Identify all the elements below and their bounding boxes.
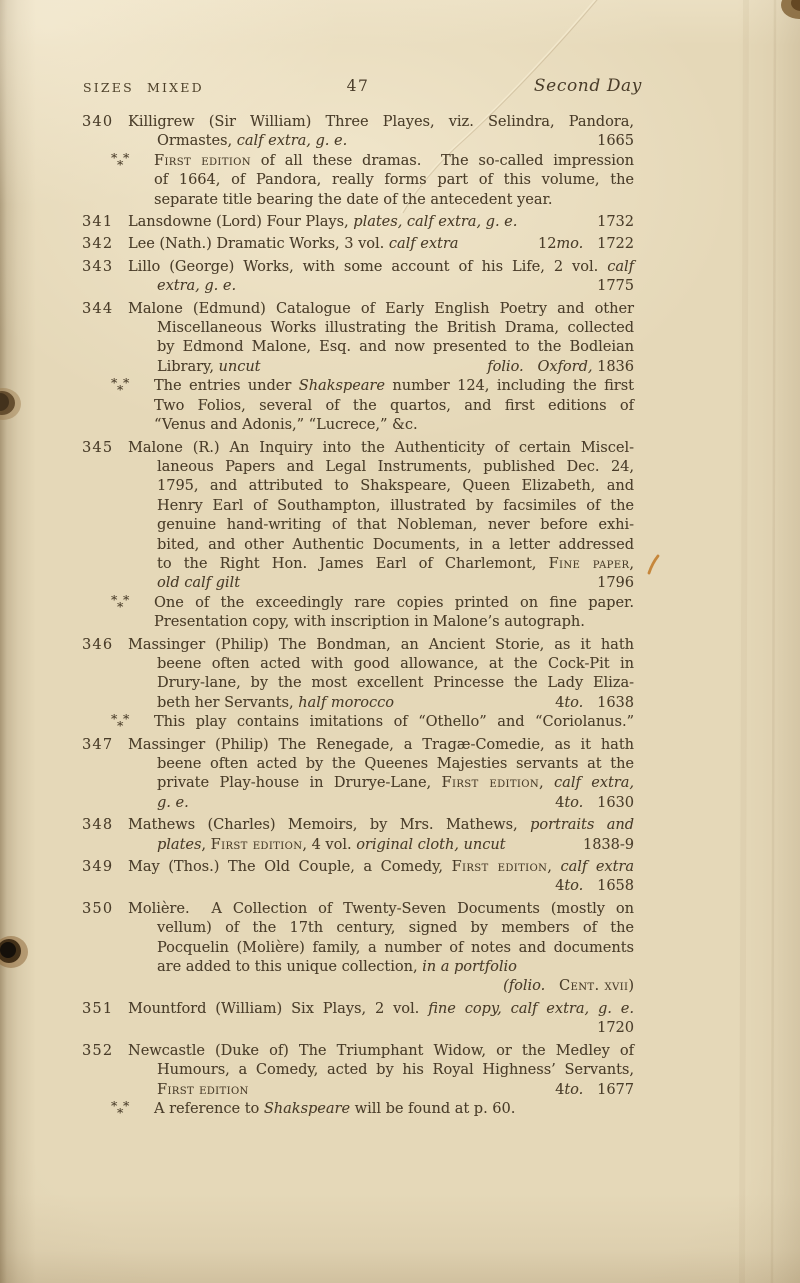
text-run: Fine paper: [548, 555, 630, 572]
text-run: 12: [537, 236, 557, 253]
text-run: to the Right Hon. James Earl of Charlemont,: [157, 555, 549, 572]
text-run: ,: [539, 775, 555, 792]
text-run: to.: [564, 878, 584, 895]
entry-line: [82, 900, 634, 919]
text-run: Newcastle (Duke of) The Triumphant Widow, or the Medley of: [128, 1042, 634, 1059]
lot-number: 350: [82, 900, 114, 917]
text-run: Oxford,: [537, 358, 593, 375]
line-text: [157, 794, 189, 813]
text-run: ,: [547, 859, 561, 876]
line-right-text: [597, 1019, 634, 1038]
asterisk-glyph: *: [117, 382, 124, 398]
entry-line: [82, 1061, 634, 1080]
catalog-entry: [82, 235, 634, 254]
text-run: Two Folios, several of the quartos, and first editions of: [154, 397, 634, 414]
line-right-text: [503, 977, 634, 996]
entry-line: [82, 1000, 634, 1019]
note-line: [82, 397, 634, 416]
text-run: number 124, including the first: [384, 378, 634, 395]
entry-line: [82, 213, 634, 232]
text-run: Mountford (William) Six Plays, 2 vol.: [128, 1000, 429, 1017]
entry-line: [82, 277, 634, 296]
catalog-entry: [82, 1000, 634, 1039]
entry-line: [82, 536, 634, 555]
asterism-icon: [111, 711, 134, 734]
asterisk-glyph: *: [117, 156, 124, 172]
text-run: laneous Papers and Legal Instruments, published Dec. 24,: [157, 458, 634, 475]
binding-hole-lower: [0, 936, 28, 968]
note-line: [82, 713, 634, 732]
text-run: calf extra: [560, 859, 634, 876]
text-run: are added to this unique collection,: [157, 959, 423, 976]
line-text: [128, 900, 634, 919]
line-text: [157, 836, 506, 855]
line-text: [157, 755, 634, 774]
line-text: [154, 713, 634, 732]
line-text: [154, 377, 634, 396]
text-run: 4: [555, 794, 565, 811]
text-run: g. e.: [157, 794, 189, 811]
entry-line: [82, 132, 634, 151]
text-run: 4: [555, 694, 565, 711]
text-run: bited, and other Authentic Documents, in a letter addressed: [157, 536, 634, 553]
text-run: 4: [555, 1081, 565, 1098]
entry-line: [82, 694, 634, 713]
entry-line: [82, 516, 634, 535]
text-run: Library,: [157, 358, 219, 375]
entry-line: [82, 319, 634, 338]
text-run: First edition: [441, 775, 540, 792]
text-run: “Venus and Adonis,” “Lucrece,” &c.: [154, 417, 418, 434]
asterisk-glyph: *: [111, 711, 118, 727]
text-run: to.: [564, 794, 584, 811]
text-run: of all these dramas. The so-called impression: [250, 152, 634, 169]
line-text: [157, 959, 517, 975]
line-text: [128, 213, 517, 232]
entry-line: [82, 755, 634, 774]
line-text: [157, 694, 394, 713]
lot-number: 340: [82, 114, 114, 130]
corner-stain: [781, 0, 800, 19]
text-run: First edition: [451, 859, 548, 876]
asterisk-glyph: *: [111, 1097, 118, 1113]
text-run: in a portfolio: [422, 959, 517, 976]
asterisk-glyph: *: [117, 1104, 124, 1120]
text-run: 1630: [583, 794, 634, 811]
line-right-text: [583, 836, 634, 855]
text-run: extra, g. e.: [157, 278, 237, 295]
entry-line: [82, 1081, 634, 1100]
asterisk-glyph: *: [111, 591, 118, 607]
text-run: plates: [157, 836, 202, 853]
orange-pen-mark: [649, 556, 658, 573]
asterisk-glyph: *: [123, 149, 130, 165]
line-right-text: [538, 235, 634, 254]
text-run: beene often acted by the Queenes Majesties servants at the: [157, 756, 634, 772]
text-run: 1836: [592, 358, 634, 375]
text-run: First edition: [210, 836, 303, 853]
asterisk-glyph: *: [123, 375, 130, 391]
lot-number: 343: [82, 258, 114, 275]
text-run: Malone (Edmund) Catalogue of Early English Poetry and other: [128, 300, 634, 317]
entry-line: [82, 836, 634, 855]
line-text: [128, 1042, 634, 1061]
catalog-entry: [82, 258, 634, 297]
text-run: 1665: [597, 133, 634, 150]
entry-line: [82, 939, 634, 958]
text-run: portraits and: [530, 817, 634, 834]
line-text: [157, 919, 634, 938]
line-text: [128, 816, 634, 835]
text-run: (folio.: [503, 978, 546, 995]
text-run: A reference to: [154, 1100, 264, 1117]
text-run: First edition: [157, 1081, 249, 1098]
text-run: original cloth, uncut: [356, 836, 506, 853]
text-run: beene often acted with good allowance, at the Cock-Pit in: [157, 655, 634, 672]
text-run: 1838-9: [582, 836, 634, 853]
line-text: [157, 358, 261, 377]
line-text: [128, 113, 634, 132]
text-run: calf: [607, 258, 634, 275]
running-header: [82, 76, 642, 96]
entry-line: [82, 977, 634, 996]
note-line: [82, 377, 634, 396]
text-run: of 1664, of Pandora, really forms part of this volume, the: [154, 172, 634, 189]
lot-number: 344: [82, 300, 114, 317]
text-run: 1795, and attributed to Shakspeare, Queen Elizabeth, and: [157, 478, 634, 495]
lot-number: 342: [82, 236, 114, 253]
text-run: 4: [555, 878, 565, 895]
note-line: [82, 191, 634, 210]
line-text: [128, 439, 634, 458]
text-run: separate title bearing the date of the antecedent year.: [154, 191, 553, 208]
asterisk-glyph: *: [117, 718, 124, 734]
line-text: [154, 171, 634, 190]
text-run: ,: [201, 836, 211, 853]
line-text: [154, 397, 634, 416]
text-run: Pocquelin (Molière) family, a number of notes and documents: [157, 939, 634, 956]
text-run: [524, 359, 538, 375]
line-text: [157, 555, 634, 574]
line-text: [157, 939, 634, 958]
text-run: First edition: [154, 152, 251, 169]
text-run: vellum) of the 17th century, signed by members of the: [157, 920, 634, 937]
text-run: Drury-lane, by the most excellent Princesse the Lady Eliza-: [157, 675, 634, 692]
asterism-icon: [111, 149, 134, 172]
text-run: 1775: [597, 278, 634, 295]
text-run: old calf gilt: [157, 575, 241, 592]
text-run: Henry Earl of Southampton, illustrated by facsimiles of the: [157, 497, 634, 514]
line-right-text: [597, 132, 634, 151]
entry-line: [82, 458, 634, 477]
text-run: private Play-house in Drurye-Lane,: [157, 775, 442, 792]
line-text: [128, 258, 634, 277]
asterisk-glyph: *: [123, 591, 130, 607]
entry-line: [82, 816, 634, 835]
line-text: [128, 1000, 634, 1019]
entry-line: [82, 113, 634, 132]
line-text: [157, 1081, 249, 1100]
entry-line: [82, 300, 634, 319]
text-run: 1796: [597, 575, 634, 592]
line-right-text: [597, 277, 634, 296]
text-run: will be found at p. 60.: [350, 1100, 516, 1117]
entry-line: [82, 958, 634, 977]
catalog-entry: [82, 736, 634, 814]
text-run: Malone (R.) An Inquiry into the Authenticity of certain Miscel-: [128, 439, 634, 456]
line-text: [154, 417, 418, 433]
catalog-entry: [82, 213, 634, 232]
line-text: [157, 516, 634, 535]
line-right-text: [597, 574, 634, 593]
line-text: [128, 300, 634, 319]
asterisk-glyph: *: [117, 598, 124, 614]
entry-line: [82, 358, 634, 377]
binding-hole-upper: [0, 388, 21, 420]
text-run: Ormastes,: [157, 133, 237, 150]
catalog-entry: [82, 439, 634, 633]
line-text: [154, 192, 552, 208]
entry-line: [82, 1042, 634, 1061]
note-line: [82, 149, 634, 172]
text-run: calf extra: [388, 236, 459, 253]
text-run: Lee (Nath.) Dramatic Works, 3 vol.: [128, 236, 389, 253]
asterisk-glyph: *: [123, 711, 130, 727]
text-run: Molière. A Collection of Twenty-Seven Documents (mostly on: [128, 900, 634, 917]
header-section-label: SIZES MIXED: [83, 80, 204, 95]
entry-line: [82, 636, 634, 655]
line-text: [157, 1061, 634, 1080]
asterism-icon: [111, 591, 134, 614]
text-run: Mathews (Charles) Memoirs, by Mrs. Mathews,: [128, 817, 531, 834]
text-run: to.: [564, 694, 584, 711]
text-run: Lansdowne (Lord) Four Plays,: [128, 214, 354, 231]
line-text: [157, 132, 347, 151]
right-edge-crease: [742, 0, 775, 1283]
note-line: [82, 591, 634, 614]
catalog-entry: [82, 636, 634, 733]
text-run: 1658: [583, 878, 634, 895]
catalog-entry: [82, 900, 634, 997]
text-run: May (Thos.) The Old Couple, a Comedy,: [128, 859, 452, 876]
asterisk-glyph: *: [111, 375, 118, 391]
entry-line: [82, 858, 634, 877]
line-text: [157, 319, 634, 338]
entry-line: [82, 477, 634, 496]
text-run: Shakspeare: [263, 1100, 351, 1117]
entry-line: [82, 674, 634, 693]
text-run: Massinger (Philip) The Renegade, a Tragæ-Comedie, as it hath: [128, 736, 634, 753]
line-right-text: [487, 358, 634, 377]
text-run: The entries under: [154, 378, 299, 395]
lot-number: 347: [82, 736, 114, 753]
line-text: [128, 858, 634, 877]
line-text: [154, 1101, 515, 1117]
lot-number: 351: [82, 1000, 114, 1017]
entry-line: [82, 235, 634, 254]
line-text: [157, 774, 634, 793]
entry-line: [82, 1019, 634, 1038]
line-text: [157, 338, 634, 357]
text-block: [82, 76, 642, 1120]
entry-line: [82, 655, 634, 674]
asterism-icon: [111, 1097, 134, 1120]
text-run: One of the exceedingly rare copies printed on fine paper.: [154, 594, 634, 611]
text-run: 1732: [597, 214, 634, 231]
catalog-entry: [82, 1042, 634, 1120]
text-run: uncut: [218, 358, 261, 375]
lot-number: 349: [82, 859, 114, 876]
entry-line: [82, 774, 634, 793]
entry-line: [82, 338, 634, 357]
asterisk-glyph: *: [123, 1097, 130, 1113]
text-run: ,: [629, 555, 635, 572]
note-line: [82, 613, 634, 632]
line-text: [128, 235, 458, 254]
text-run: calf extra, g. e.: [236, 133, 348, 150]
entry-line: [82, 497, 634, 516]
text-run: beth her Servants,: [157, 694, 299, 711]
line-text: [157, 574, 240, 593]
entry-line: [82, 439, 634, 458]
catalog-entry: [82, 113, 634, 210]
text-run: This play contains imitations of “Othello” and “Coriolanus.”: [154, 714, 634, 731]
lot-number: 345: [82, 439, 114, 456]
header-day-label: Second Day: [533, 76, 642, 96]
text-run: genuine hand-writing of that Nobleman, never before exhi-: [157, 517, 634, 534]
lot-number: 346: [82, 636, 114, 653]
asterisk-glyph: *: [111, 149, 118, 165]
line-text: [157, 674, 634, 693]
entry-line: [82, 574, 634, 593]
line-text: [157, 277, 236, 296]
text-run: [545, 978, 559, 994]
text-run: by Edmond Malone, Esq. and now presented to the Bodleian: [157, 339, 634, 356]
text-run: Massinger (Philip) The Bondman, an Ancient Storie, as it hath: [128, 636, 634, 653]
note-line: [82, 171, 634, 190]
text-run: Killigrew (Sir William) Three Playes, viz. Selindra, Pandora,: [128, 114, 634, 130]
text-run: 1720: [597, 1020, 634, 1037]
entry-line: [82, 736, 634, 755]
note-line: [82, 1097, 634, 1120]
lot-number: 352: [82, 1042, 114, 1059]
lot-number: 341: [82, 214, 114, 231]
text-run: Miscellaneous Works illustrating the British Drama, collected: [157, 320, 634, 337]
text-run: 1722: [583, 236, 634, 253]
line-text: [128, 636, 634, 655]
text-run: Cent. xvii: [559, 978, 629, 995]
line-text: [157, 477, 634, 496]
line-text: [128, 736, 634, 755]
text-run: Presentation copy, with inscription in Malone’s autograph.: [154, 614, 585, 631]
catalog-entry: [82, 858, 634, 897]
line-right-text: [555, 694, 634, 713]
catalog-entries: [82, 113, 634, 1119]
asterism-icon: [111, 375, 134, 398]
text-run: calf extra,: [554, 775, 634, 792]
line-text: [157, 655, 634, 674]
line-right-text: [555, 877, 634, 896]
line-right-text: [555, 1081, 634, 1100]
text-run: to.: [564, 1081, 584, 1098]
text-run: 1677: [583, 1081, 634, 1098]
line-text: [157, 536, 634, 555]
text-run: , 4 vol.: [302, 836, 357, 853]
text-run: plates, calf extra, g. e.: [353, 214, 518, 231]
entry-line: [82, 877, 634, 896]
line-text: [154, 594, 634, 613]
catalog-entry: [82, 300, 634, 436]
text-run: Shakspeare: [298, 378, 385, 395]
text-run: Lillo (George) Works, with some account of his Life, 2 vol.: [128, 258, 608, 275]
page-number: 47: [346, 77, 370, 95]
lot-number: 348: [82, 817, 114, 834]
note-line: [82, 416, 634, 435]
line-right-text: [555, 794, 634, 813]
line-right-text: [597, 213, 634, 232]
entry-line: [82, 919, 634, 938]
text-run: folio.: [487, 358, 524, 375]
text-run: 1638: [583, 694, 634, 711]
text-run: half morocco: [298, 694, 394, 711]
entry-line: [82, 794, 634, 813]
entry-line: [82, 555, 634, 574]
line-text: [157, 458, 634, 477]
text-run: mo.: [556, 236, 584, 253]
text-run: ): [628, 978, 634, 995]
line-text: [154, 152, 634, 171]
line-text: [157, 497, 634, 516]
text-run: fine copy, calf extra, g. e.: [428, 1000, 634, 1017]
entry-line: [82, 258, 634, 277]
catalog-entry: [82, 816, 634, 855]
line-text: [154, 614, 585, 630]
text-run: Humours, a Comedy, acted by his Royal Highness’ Servants,: [157, 1062, 634, 1079]
